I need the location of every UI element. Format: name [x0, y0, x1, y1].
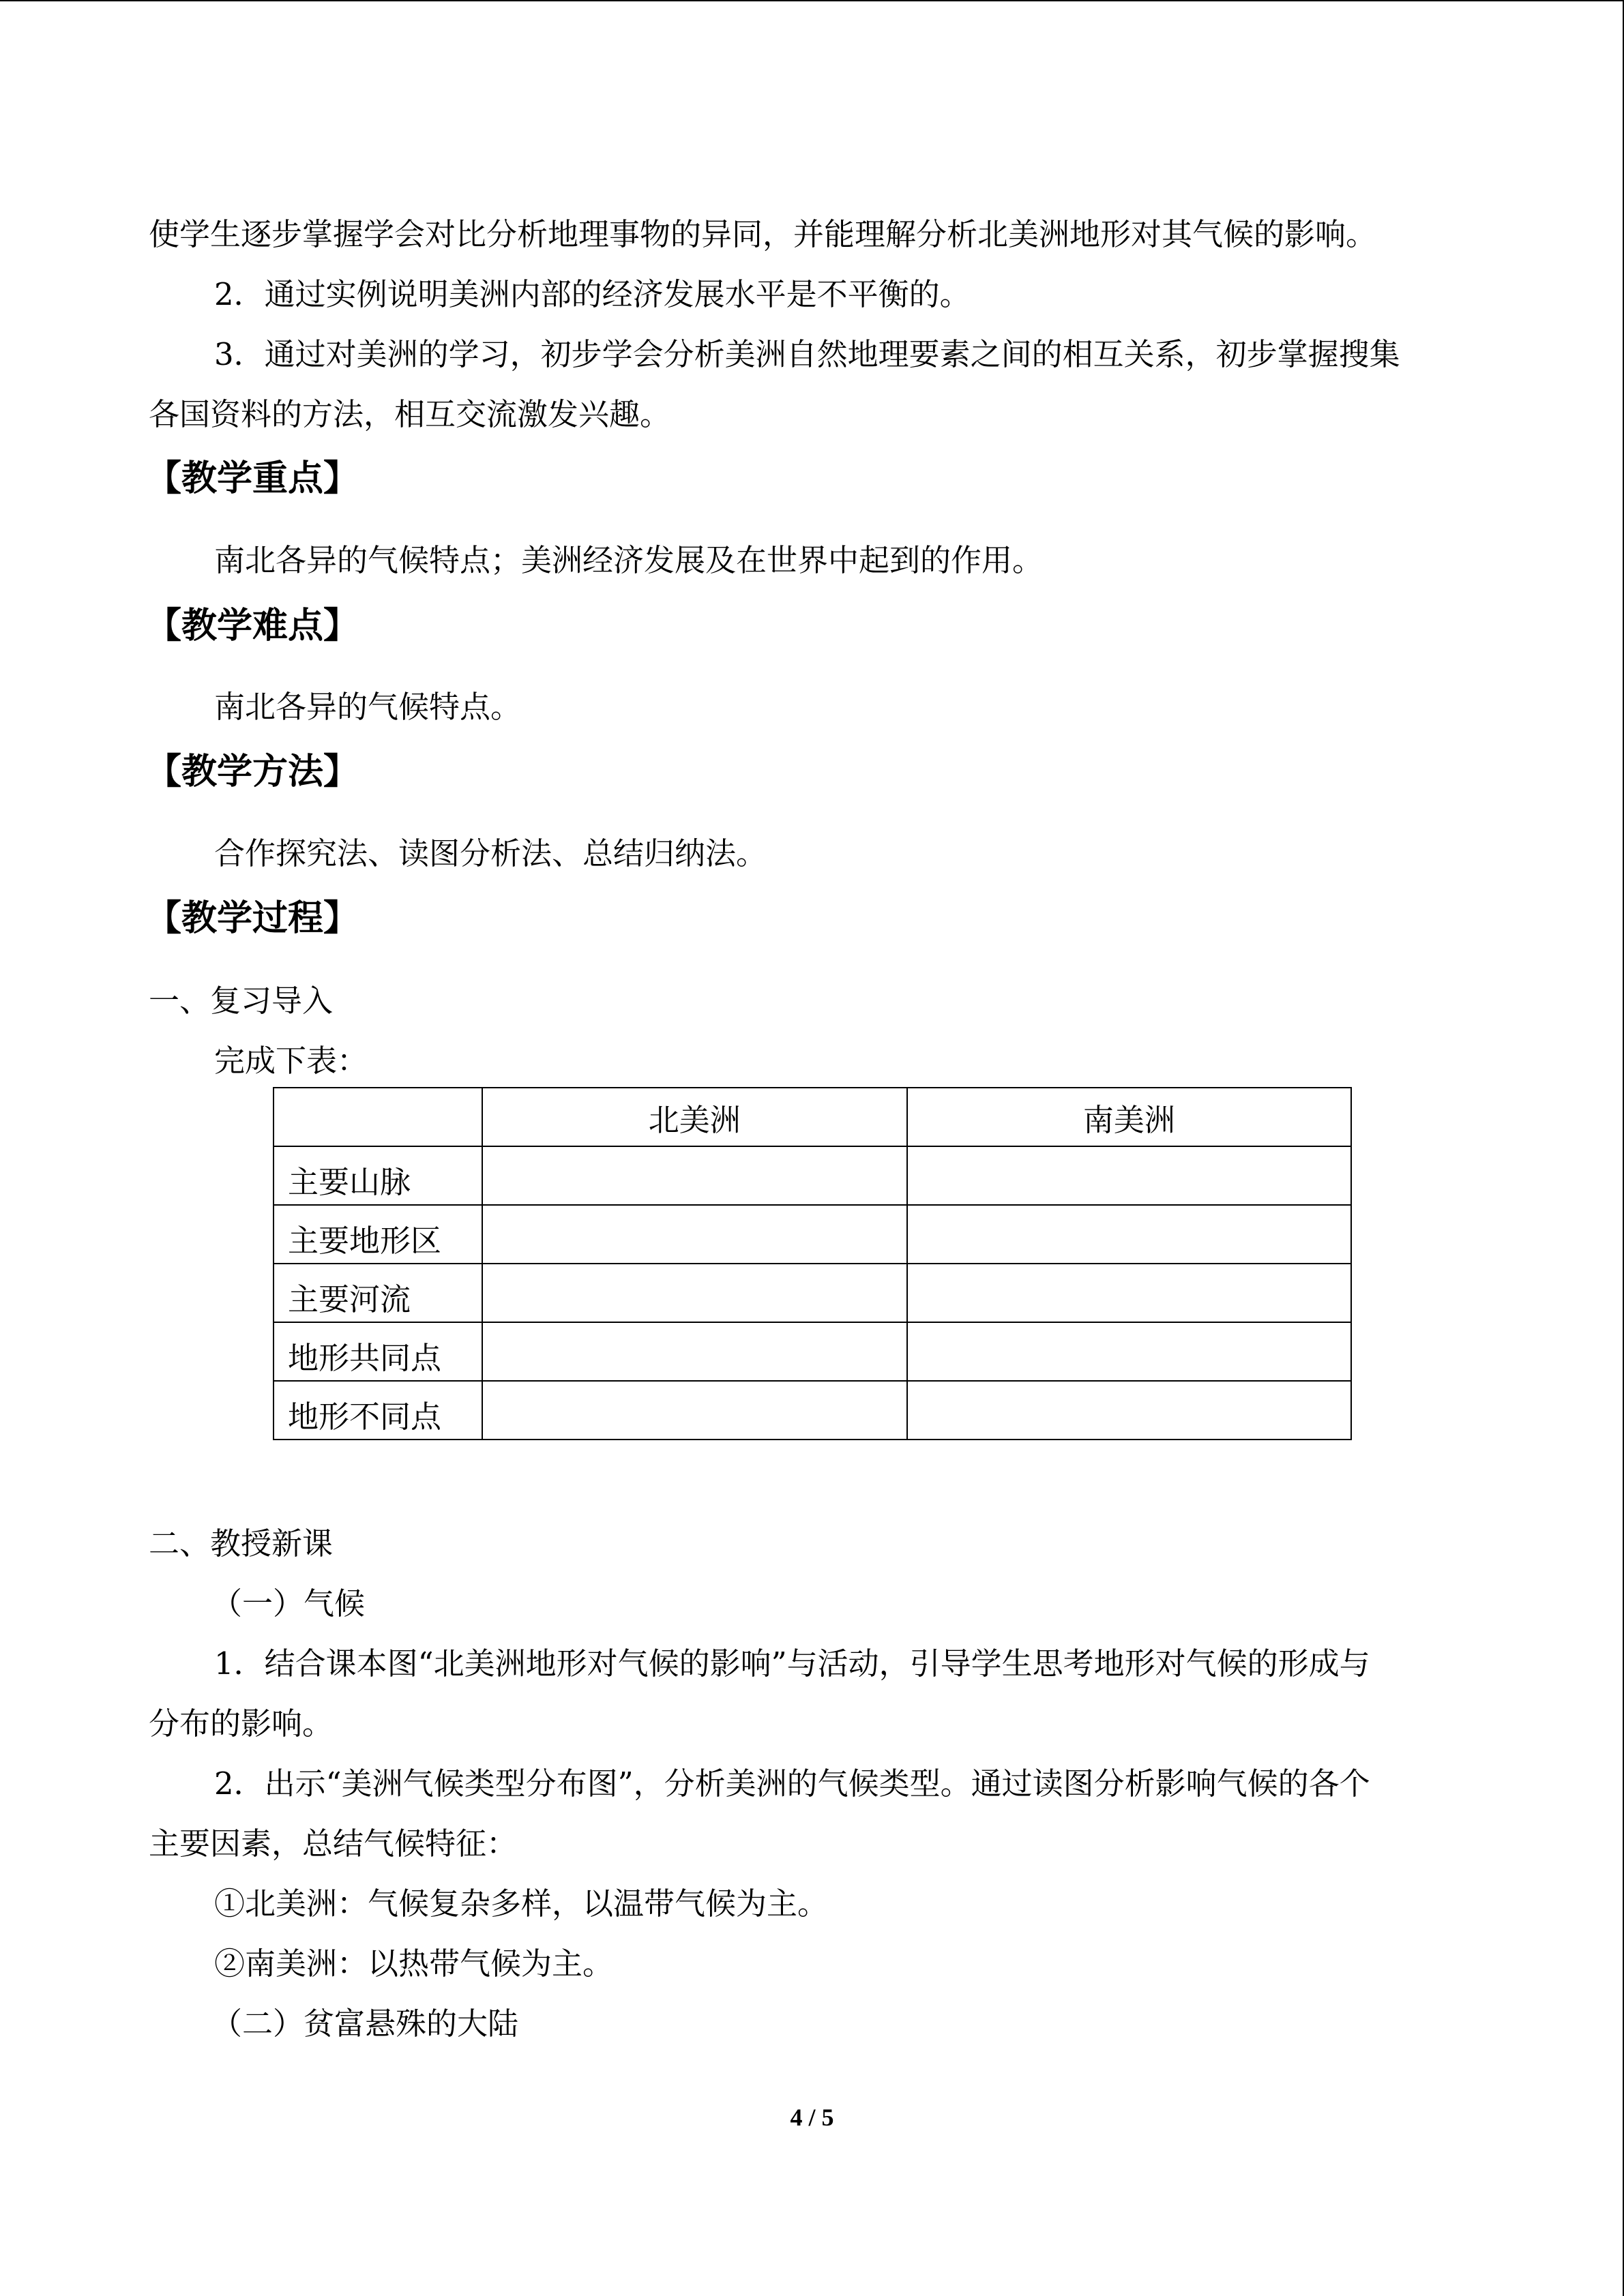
table-cell-blank[interactable]	[482, 1264, 907, 1322]
section-review-title: 一、复习导入	[149, 983, 334, 1019]
table-row	[274, 1205, 1351, 1264]
text-methods: 合作探究法、读图分析法、总结归纳法。	[214, 835, 767, 871]
table-cell-blank[interactable]	[907, 1264, 1351, 1322]
table-header-north-america: 北美洲	[482, 1088, 907, 1146]
climate-item-2-line1: 2．出示“美洲气候类型分布图”，分析美洲的气候类型。通过读图分析影响气候的各个	[214, 1765, 1370, 1802]
table-row-label: 地形共同点	[274, 1322, 482, 1381]
climate-item-1-line1: 1．结合课本图“北美洲地形对气候的影响”与活动，引导学生思考地形对气候的形成与	[214, 1645, 1370, 1682]
paragraph-objective-3-line2: 各国资料的方法，相互交流激发兴趣。	[149, 396, 671, 432]
climate-item-1-line2: 分布的影响。	[149, 1705, 334, 1742]
table-row-label: 主要山脉	[274, 1146, 482, 1205]
text-difficulties: 南北各异的气候特点。	[214, 689, 522, 725]
paragraph-objective-2: 2．通过实例说明美洲内部的经济发展水平是不平衡的。	[214, 276, 971, 312]
paragraph-objective-3-line1: 3．通过对美洲的学习，初步学会分析美洲自然地理要素之间的相互关系，初步掌握搜集	[214, 336, 1400, 372]
table-cell-blank[interactable]	[907, 1146, 1351, 1205]
page-number: 4 / 5	[790, 2104, 834, 2131]
table-row	[274, 1264, 1351, 1322]
review-instruction: 完成下表：	[214, 1043, 368, 1079]
subsection-wealth-gap: （二）贫富悬殊的大陆	[211, 2006, 519, 2042]
table-row-label: 地形不同点	[274, 1381, 482, 1440]
comparison-table	[273, 1087, 1352, 1440]
table-row	[274, 1381, 1351, 1440]
climate-point-north-america: ①北美洲：气候复杂多样，以温带气候为主。	[214, 1885, 829, 1922]
table-row-label: 主要地形区	[274, 1205, 482, 1264]
climate-point-south-america: ②南美洲：以热带气候为主。	[214, 1945, 614, 1982]
climate-item-2-line2: 主要因素，总结气候特征：	[149, 1825, 518, 1862]
heading-process: 【教学过程】	[146, 897, 359, 939]
table-cell-blank[interactable]	[482, 1205, 907, 1264]
table-header-row	[274, 1088, 1351, 1146]
table-cell-blank[interactable]	[907, 1322, 1351, 1381]
heading-key-points: 【教学重点】	[146, 458, 359, 499]
table-cell-blank[interactable]	[482, 1322, 907, 1381]
section-new-lesson-title: 二、教授新课	[149, 1525, 334, 1562]
table-cell-blank[interactable]	[907, 1205, 1351, 1264]
table-cell-blank[interactable]	[482, 1146, 907, 1205]
table-row-label: 主要河流	[274, 1264, 482, 1322]
text-key-points: 南北各异的气候特点；美洲经济发展及在世界中起到的作用。	[214, 542, 1044, 578]
paragraph-objective-1-cont: 使学生逐步掌握学会对比分析地理事物的异同，并能理解分析北美洲地形对其气候的影响。	[149, 216, 1377, 252]
heading-difficulties: 【教学难点】	[146, 605, 359, 646]
table-header-south-america: 南美洲	[907, 1088, 1351, 1146]
subsection-climate: （一）气候	[211, 1585, 366, 1622]
table-row	[274, 1146, 1351, 1205]
table-cell-blank[interactable]	[482, 1381, 907, 1440]
table-cell-blank[interactable]	[907, 1381, 1351, 1440]
table-row	[274, 1322, 1351, 1381]
heading-methods: 【教学方法】	[146, 751, 359, 792]
table-header-empty	[274, 1088, 482, 1146]
